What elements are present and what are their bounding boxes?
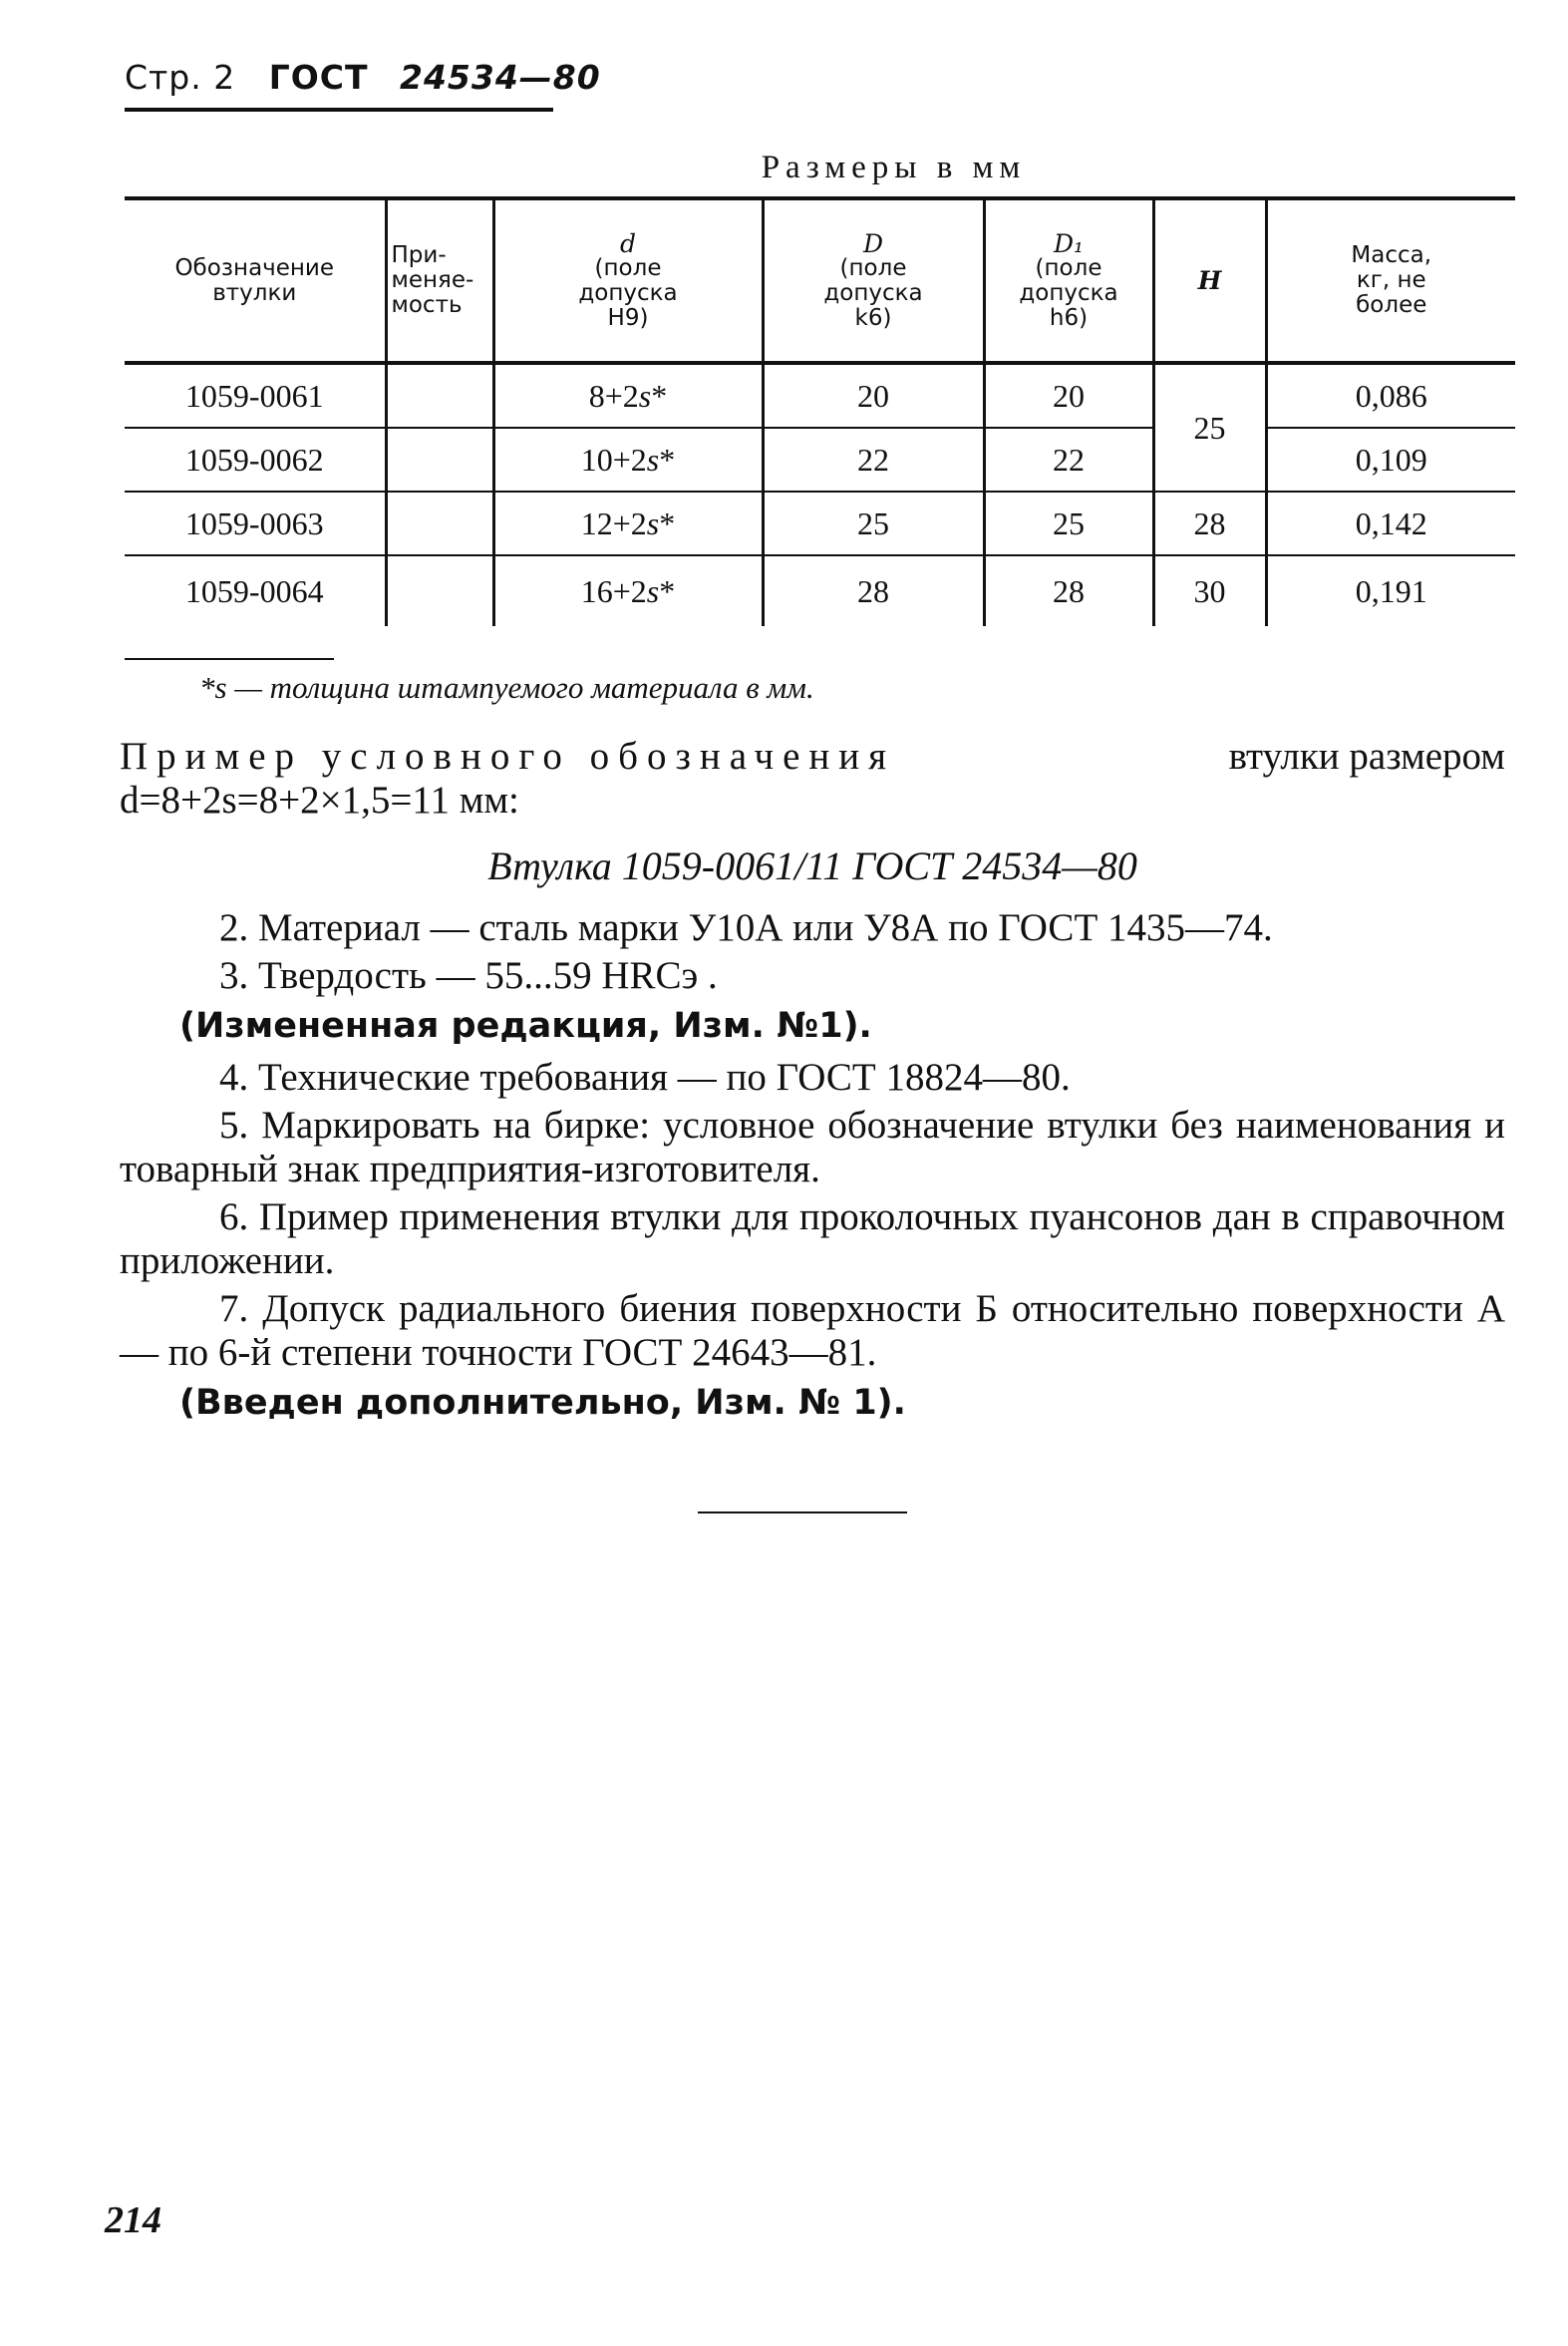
cell-H: 25 bbox=[1153, 363, 1266, 492]
cell-designation: 1059-0061 bbox=[125, 363, 386, 428]
cell-applicability bbox=[386, 428, 493, 492]
item-application: 6. Пример применения втулки для проколочных пуансонов дан в справочном приложении. bbox=[120, 1195, 1505, 1282]
col-d: d (поле допуска H9) bbox=[493, 198, 763, 363]
cell-d: 8+2s* bbox=[493, 363, 763, 428]
cell-D1: 20 bbox=[984, 363, 1153, 428]
changed-note: (Измененная редакция, Изм. №1). bbox=[179, 1006, 872, 1046]
cell-H: 28 bbox=[1153, 492, 1266, 555]
item-runout: 7. Допуск радиального биения поверхности Б относительно поверхности А — по 6-й степени точности ГОСТ 24643—81. bbox=[120, 1287, 1505, 1374]
table-header-row bbox=[125, 198, 1515, 363]
introduced-note: (Введен дополнительно, Изм. № 1). bbox=[179, 1383, 906, 1423]
standard-number: 24534—80 bbox=[400, 58, 601, 97]
example-designation: Втулка 1059-0061/11 ГОСТ 24534—80 bbox=[487, 843, 1137, 888]
cell-designation: 1059-0064 bbox=[184, 572, 324, 609]
cell-D: 25 bbox=[763, 492, 984, 555]
body-text bbox=[120, 735, 1505, 1433]
col-D1: D₁ (поле допуска h6) bbox=[984, 198, 1153, 363]
cell-applicability bbox=[386, 363, 493, 428]
cell-mass: 0,142 bbox=[1266, 492, 1515, 555]
cell-designation: 1059-0063 bbox=[125, 492, 386, 555]
item-marking: 5. Маркировать на бирке: условное обозначение втулки без наименования и товарный знак предприятия-изготовителя. bbox=[120, 1104, 1505, 1190]
footnote-rule bbox=[125, 658, 334, 660]
cell-D: 20 bbox=[763, 363, 984, 428]
cell-d: 16+2s* bbox=[493, 555, 763, 626]
cell-D1: 25 bbox=[984, 492, 1153, 555]
table-row bbox=[125, 492, 1515, 555]
col-D: D (поле допуска k6) bbox=[763, 198, 984, 363]
col-applicability: При- меняе- мость bbox=[386, 198, 493, 363]
item-requirements: 4. Технические требования — по ГОСТ 18824—80. bbox=[219, 1056, 1071, 1099]
cell-d: 10+2s* bbox=[493, 428, 763, 492]
item-hardness: 3. Твердость — 55...59 HRCэ . bbox=[219, 954, 718, 997]
cell-mass: 0,109 bbox=[1266, 428, 1515, 492]
table-footnote: *s — толщина штампуемого материала в мм. bbox=[199, 670, 814, 705]
end-rule bbox=[698, 1511, 907, 1513]
table-row bbox=[125, 363, 1515, 428]
col-H: H bbox=[1153, 198, 1266, 363]
example-intro: Пример условного обозначения втулки размером bbox=[120, 735, 1505, 778]
cell-D: 28 bbox=[763, 555, 984, 626]
page-label: Стр. 2 bbox=[125, 58, 236, 97]
dimensions-table bbox=[125, 196, 1515, 626]
cell-applicability bbox=[386, 555, 493, 626]
col-mass: Масса, кг, не более bbox=[1266, 198, 1515, 363]
standard-label: ГОСТ bbox=[268, 58, 369, 97]
page-header bbox=[125, 58, 601, 97]
header-rule bbox=[125, 108, 553, 112]
cell-d: 12+2s* bbox=[493, 492, 763, 555]
table-row bbox=[125, 428, 1515, 492]
table-row bbox=[125, 555, 1515, 626]
cell-applicability bbox=[386, 492, 493, 555]
cell-D1: 28 bbox=[984, 555, 1153, 626]
item-material: 2. Материал — сталь марки У10А или У8А по ГОСТ 1435—74. bbox=[219, 906, 1273, 949]
table-caption: Размеры в мм bbox=[761, 150, 1027, 185]
example-formula: d=8+2s=8+2×1,5=11 мм: bbox=[120, 779, 519, 822]
dimensions-table-wrap bbox=[125, 196, 1515, 626]
cell-H: 30 bbox=[1153, 555, 1266, 626]
cell-D1: 22 bbox=[984, 428, 1153, 492]
cell-D: 22 bbox=[763, 428, 984, 492]
cell-mass: 0,086 bbox=[1266, 363, 1515, 428]
page-number: 214 bbox=[105, 2199, 161, 2241]
cell-mass: 0,191 bbox=[1266, 555, 1515, 626]
cell-designation: 1059-0062 bbox=[125, 428, 386, 492]
col-designation: Обозначение втулки bbox=[125, 198, 386, 363]
